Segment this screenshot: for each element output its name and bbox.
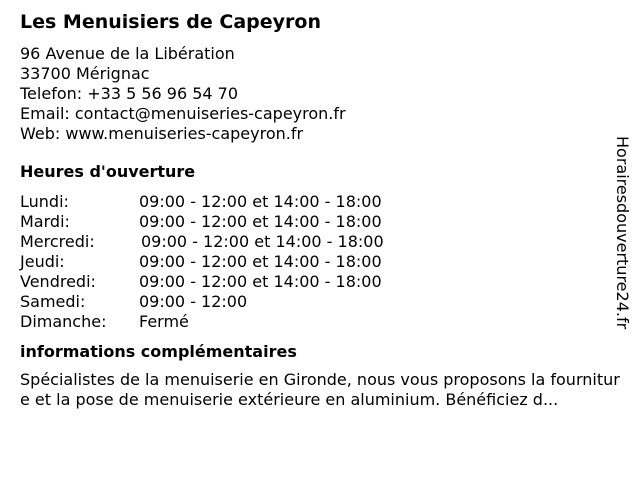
time-value: 09:00 - 12:00 et 14:00 - 18:00 [139, 272, 382, 291]
day-label: Dimanche: [20, 312, 107, 331]
day-label: Samedi: [20, 292, 86, 311]
info-heading: informations complémentaires [20, 342, 297, 361]
hours-heading: Heures d'ouverture [20, 162, 196, 181]
hours-row-lundi [20, 192, 620, 212]
time-value: 09:00 - 12:00 et 14:00 - 18:00 [141, 232, 384, 251]
hours-row-mardi [20, 212, 620, 232]
email-line: Email: contact@menuiseries-capeyron.fr [20, 104, 346, 123]
hours-row-dimanche [20, 312, 620, 332]
hours-row-samedi [20, 292, 620, 312]
day-label: Mercredi: [20, 232, 95, 251]
time-value: 09:00 - 12:00 [139, 292, 248, 311]
time-value: 09:00 - 12:00 et 14:00 - 18:00 [139, 212, 382, 231]
phone-line: Telefon: +33 5 56 96 54 70 [20, 84, 239, 103]
time-value: 09:00 - 12:00 et 14:00 - 18:00 [139, 252, 382, 271]
day-label: Lundi: [20, 192, 69, 211]
contact-block [20, 44, 620, 144]
site-watermark: Horairesdouverture24.fr [613, 136, 632, 330]
hours-row-mercredi [20, 232, 620, 252]
business-card [20, 10, 620, 410]
address-city: 33700 Mérignac [20, 64, 150, 83]
address-street: 96 Avenue de la Libération [20, 44, 235, 63]
hours-row-vendredi [20, 272, 620, 292]
hours-table [20, 192, 620, 332]
web-line: Web: www.menuiseries-capeyron.fr [20, 124, 304, 143]
hours-row-jeudi [20, 252, 620, 272]
day-label: Jeudi: [20, 252, 65, 271]
business-name: Les Menuisiers de Capeyron [20, 11, 321, 33]
info-description: Spécialistes de la menuiserie en Gironde, nous vous proposons la fourniture et la pose de menuiserie extérieure en aluminium. Bénéficiez d... [20, 370, 620, 409]
day-label: Mardi: [20, 212, 70, 231]
time-value: Fermé [139, 312, 189, 331]
day-label: Vendredi: [20, 272, 96, 291]
time-value: 09:00 - 12:00 et 14:00 - 18:00 [139, 192, 382, 211]
